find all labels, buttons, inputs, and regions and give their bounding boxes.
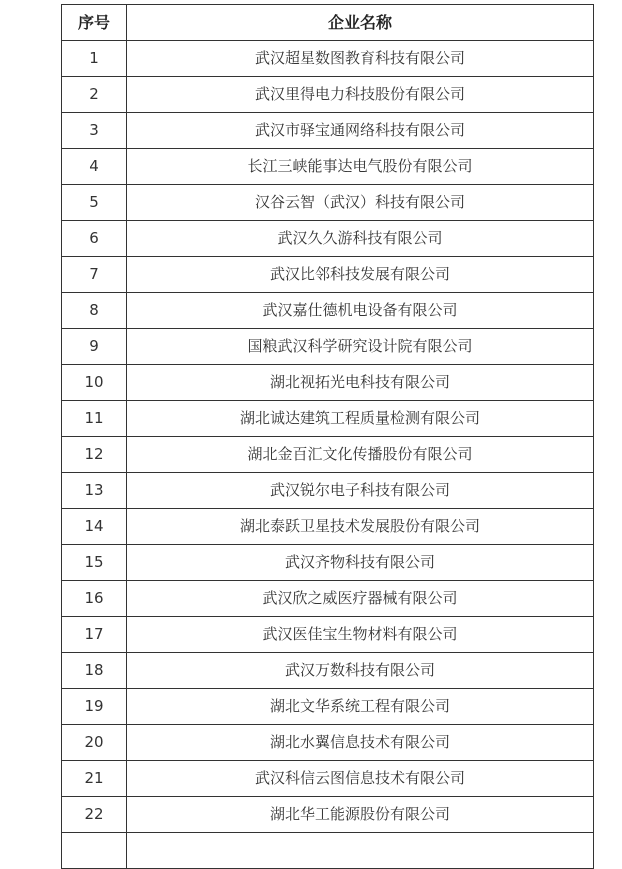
company-table: [61, 4, 594, 869]
table-row: [62, 113, 594, 149]
table-row: [62, 41, 594, 77]
row-index: 15: [62, 545, 127, 581]
row-company-name: [127, 833, 594, 869]
row-index: 8: [62, 293, 127, 329]
row-company-name: 武汉市驿宝通网络科技有限公司: [127, 113, 594, 149]
header-index: 序号: [62, 5, 127, 41]
row-index: 18: [62, 653, 127, 689]
row-company-name: 湖北泰跃卫星技术发展股份有限公司: [127, 509, 594, 545]
row-company-name: 湖北诚达建筑工程质量检测有限公司: [127, 401, 594, 437]
table-row: [62, 329, 594, 365]
row-index: 13: [62, 473, 127, 509]
row-index: [62, 833, 127, 869]
table-header-row: [62, 5, 594, 41]
row-company-name: 武汉医佳宝生物材料有限公司: [127, 617, 594, 653]
row-company-name: 武汉欣之威医疗器械有限公司: [127, 581, 594, 617]
row-company-name: 汉谷云智（武汉）科技有限公司: [127, 185, 594, 221]
table-row: [62, 617, 594, 653]
row-company-name: 湖北文华系统工程有限公司: [127, 689, 594, 725]
row-index: 12: [62, 437, 127, 473]
row-company-name: 湖北视拓光电科技有限公司: [127, 365, 594, 401]
row-index: 16: [62, 581, 127, 617]
row-company-name: 武汉里得电力科技股份有限公司: [127, 77, 594, 113]
row-company-name: 武汉超星数图教育科技有限公司: [127, 41, 594, 77]
row-index: 14: [62, 509, 127, 545]
table-row: [62, 797, 594, 833]
row-index: 6: [62, 221, 127, 257]
row-index: 11: [62, 401, 127, 437]
table-row: [62, 77, 594, 113]
table-row: [62, 221, 594, 257]
table-row: [62, 293, 594, 329]
row-company-name: 武汉比邻科技发展有限公司: [127, 257, 594, 293]
row-company-name: 武汉齐物科技有限公司: [127, 545, 594, 581]
row-company-name: 长江三峡能事达电气股份有限公司: [127, 149, 594, 185]
table-row: [62, 257, 594, 293]
table-row-partial: [62, 833, 594, 869]
row-index: 2: [62, 77, 127, 113]
table-row: [62, 149, 594, 185]
row-company-name: 湖北水翼信息技术有限公司: [127, 725, 594, 761]
row-company-name: 国粮武汉科学研究设计院有限公司: [127, 329, 594, 365]
row-index: 1: [62, 41, 127, 77]
table-row: [62, 473, 594, 509]
row-company-name: 武汉锐尔电子科技有限公司: [127, 473, 594, 509]
table-row: [62, 365, 594, 401]
row-index: 22: [62, 797, 127, 833]
row-index: 9: [62, 329, 127, 365]
row-company-name: 武汉嘉仕德机电设备有限公司: [127, 293, 594, 329]
row-company-name: 武汉科信云图信息技术有限公司: [127, 761, 594, 797]
row-index: 5: [62, 185, 127, 221]
table-row: [62, 437, 594, 473]
table-row: [62, 581, 594, 617]
table-body: [62, 41, 594, 869]
table-row: [62, 545, 594, 581]
table-row: [62, 185, 594, 221]
row-company-name: 武汉久久游科技有限公司: [127, 221, 594, 257]
row-index: 7: [62, 257, 127, 293]
row-index: 3: [62, 113, 127, 149]
table-row: [62, 401, 594, 437]
company-table-container: [61, 4, 593, 869]
table-row: [62, 653, 594, 689]
row-index: 19: [62, 689, 127, 725]
row-company-name: 湖北华工能源股份有限公司: [127, 797, 594, 833]
row-index: 21: [62, 761, 127, 797]
row-index: 20: [62, 725, 127, 761]
header-company-name: 企业名称: [127, 5, 594, 41]
table-row: [62, 725, 594, 761]
table-row: [62, 761, 594, 797]
row-company-name: 湖北金百汇文化传播股份有限公司: [127, 437, 594, 473]
row-company-name: 武汉万数科技有限公司: [127, 653, 594, 689]
table-row: [62, 689, 594, 725]
row-index: 4: [62, 149, 127, 185]
row-index: 10: [62, 365, 127, 401]
row-index: 17: [62, 617, 127, 653]
table-row: [62, 509, 594, 545]
